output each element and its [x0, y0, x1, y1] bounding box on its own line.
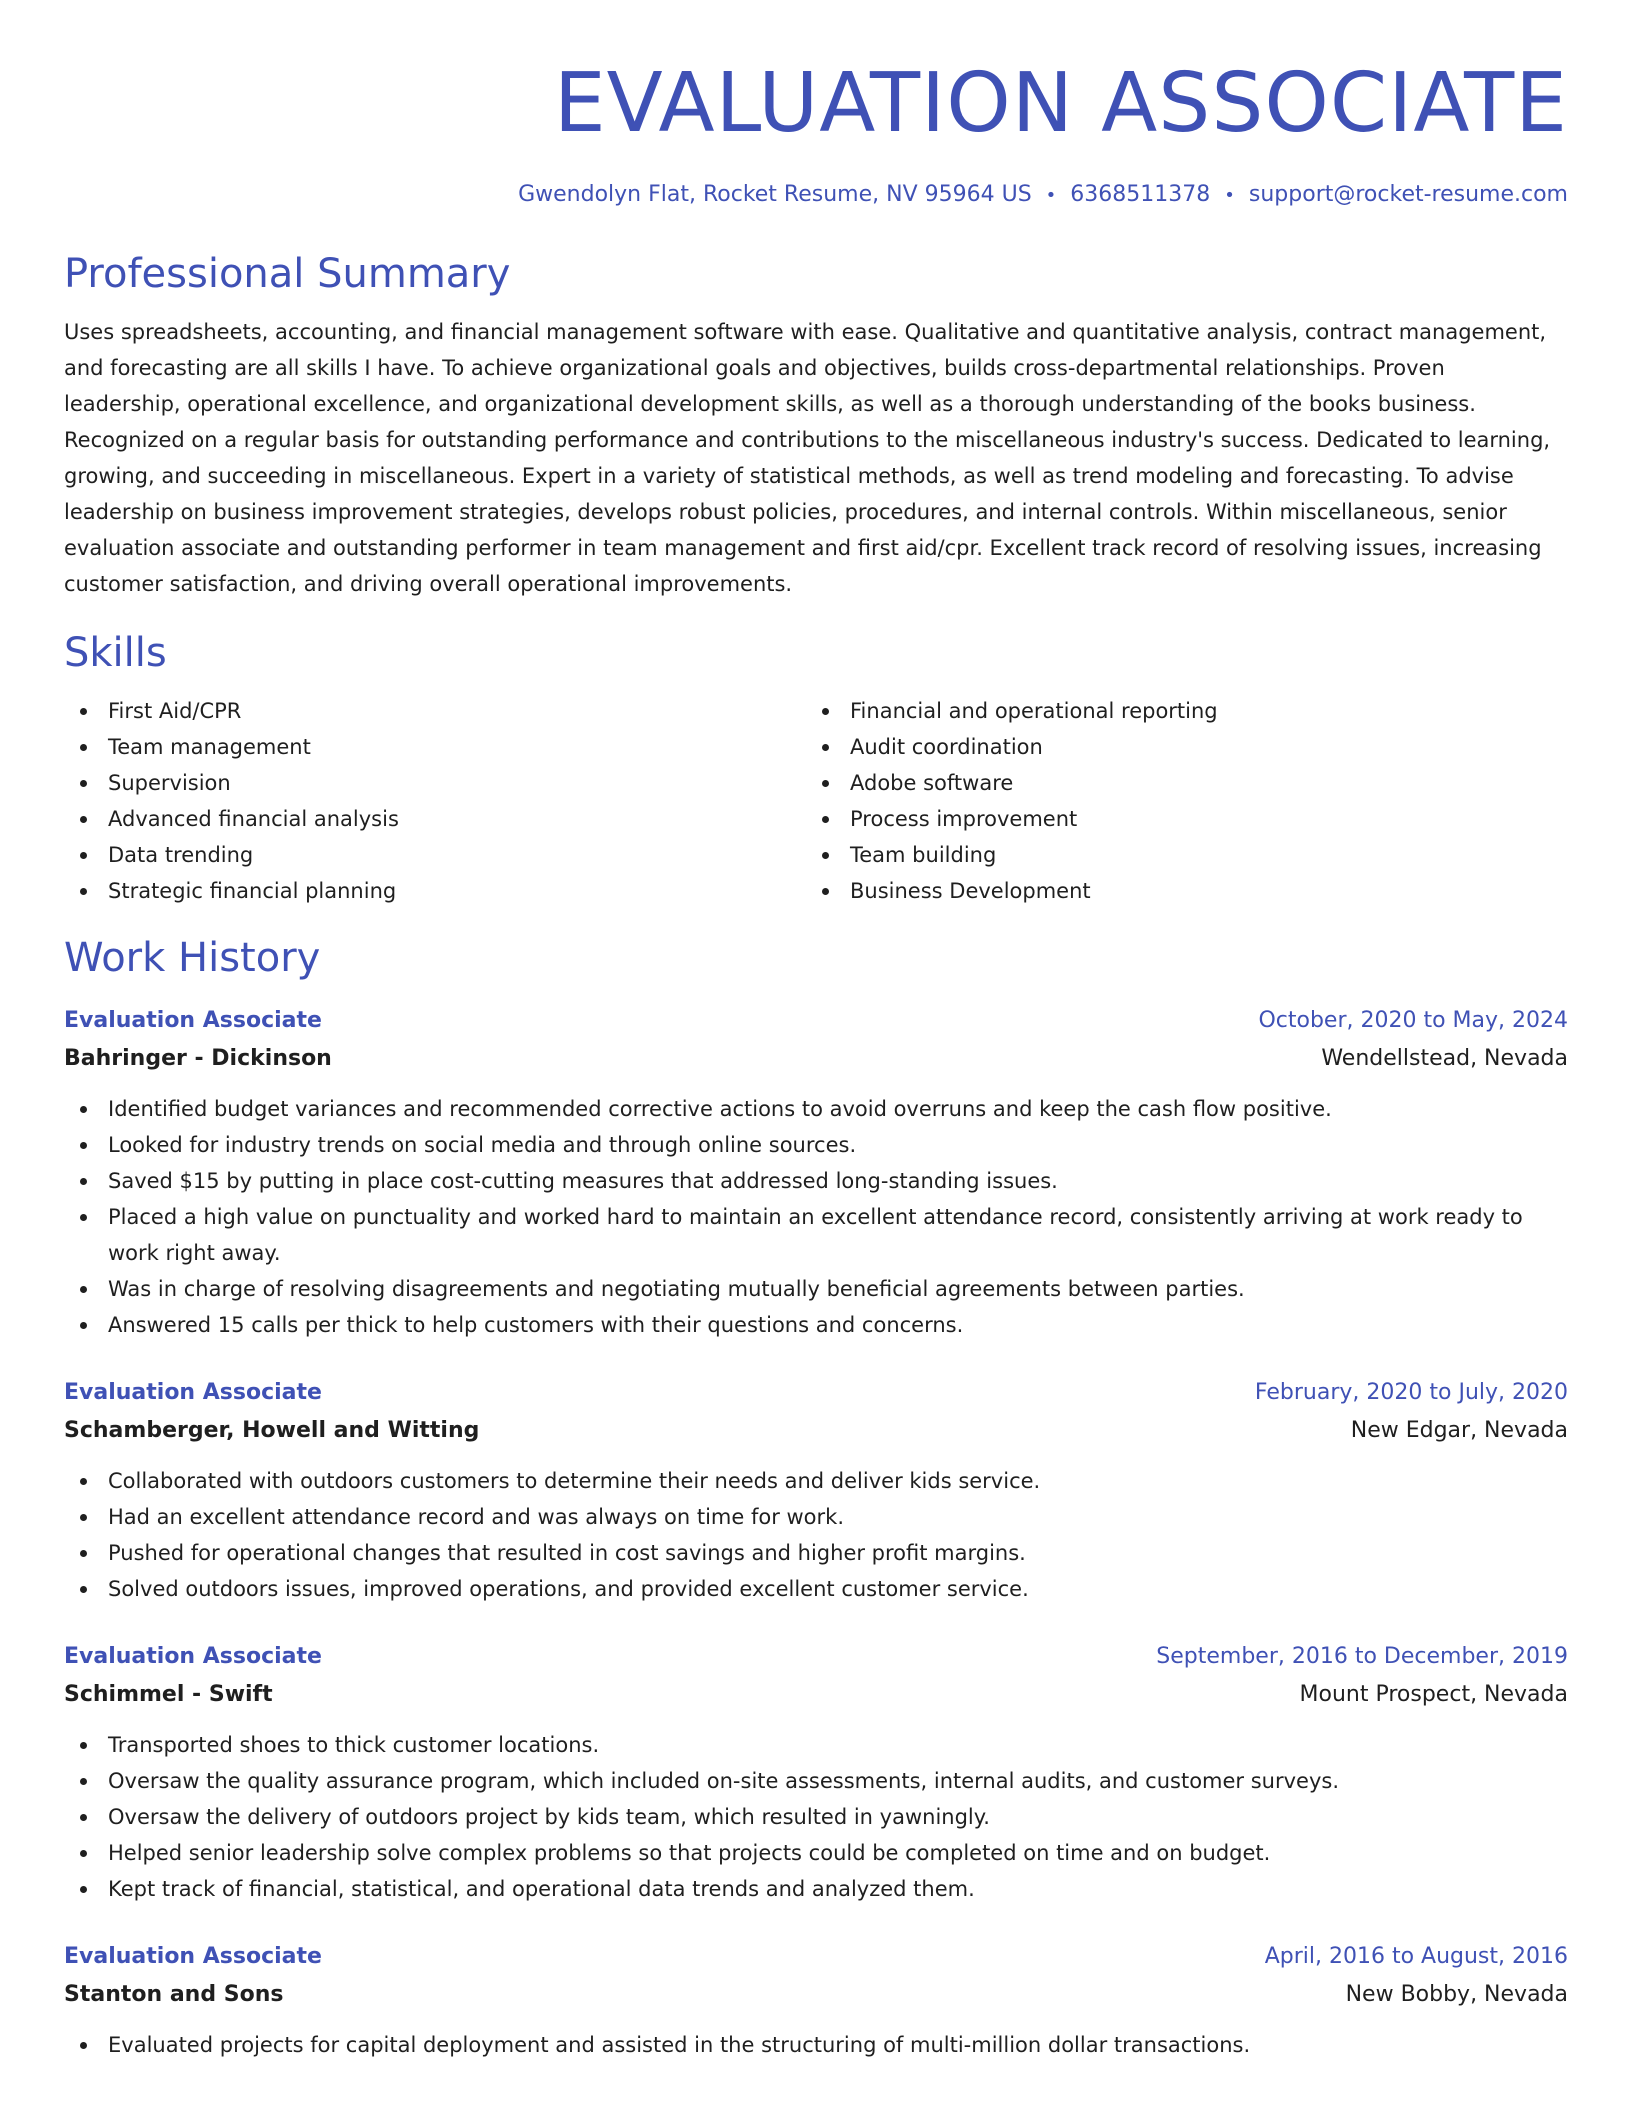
- job-bullets: [64, 1463, 1568, 1607]
- work-history-heading: Work History: [64, 935, 321, 981]
- job-entry: [64, 1641, 1568, 1907]
- job-dates: September, 2016 to December, 2019: [1156, 1644, 1568, 1669]
- job-title: Evaluation Associate: [64, 1644, 322, 1669]
- job-company: Schamberger, Howell and Witting: [64, 1418, 480, 1443]
- job-dates: October, 2020 to May, 2024: [1258, 1008, 1568, 1033]
- skills-list: [64, 693, 1568, 909]
- job-bullet: Oversaw the quality assurance program, which included on-site assessments, internal audits, and customer surveys.: [64, 1763, 1568, 1799]
- skill-item: Business Development: [806, 873, 1548, 909]
- job-title: Evaluation Associate: [64, 1944, 322, 1969]
- contact-separator: •: [1224, 185, 1235, 206]
- skill-item: Advanced financial analysis: [64, 801, 806, 837]
- job-company-row: [64, 1037, 1568, 1077]
- job-entry: [64, 1377, 1568, 1607]
- job-bullet: Answered 15 calls per thick to help customers with their questions and concerns.: [64, 1307, 1568, 1343]
- resume-name-title: EVALUATION ASSOCIATE: [553, 56, 1568, 151]
- job-bullets: [64, 1727, 1568, 1907]
- job-bullet: Helped senior leadership solve complex problems so that projects could be completed on time and on budget.: [64, 1835, 1568, 1871]
- skill-item: Team building: [806, 837, 1548, 873]
- job-title: Evaluation Associate: [64, 1380, 322, 1405]
- job-bullet: Placed a high value on punctuality and worked hard to maintain an excellent attendance record, consistently arriving at work ready to work right away.: [64, 1199, 1568, 1271]
- job-bullet: Looked for industry trends on social media and through online sources.: [64, 1127, 1568, 1163]
- job-company-row: [64, 1409, 1568, 1449]
- job-location: New Edgar, Nevada: [1350, 1418, 1568, 1443]
- job-entry: [64, 1005, 1568, 1343]
- summary-text: Uses spreadsheets, accounting, and financial management software with ease. Qualitative and quantitative analysis, contract management, and forecasting are all skills I have. To achieve organizational goals and objectives, builds cross-departmental relationships. Proven leadership, operational excellence, and organizational development skills, as well as a thorough understanding of the books business. Recognized on a regular basis for outstanding performance and contributions to the miscellaneous industry's success. Dedicated to learning, growing, and succeeding in miscellaneous. Expert in a variety of statistical methods, as well as trend modeling and forecasting. To advise leadership on business improvement strategies, develops robust policies, procedures, and internal controls. Within miscellaneous, senior evaluation associate and outstanding performer in team management and first aid/cpr. Excellent track record of resolving issues, increasing customer satisfaction, and driving overall operational improvements.: [64, 320, 1551, 596]
- job-title: Evaluation Associate: [64, 1008, 322, 1033]
- job-header-row: [64, 1377, 1568, 1409]
- job-bullet: Collaborated with outdoors customers to determine their needs and deliver kids service.: [64, 1463, 1568, 1499]
- skill-item: Audit coordination: [806, 729, 1548, 765]
- skill-item: Supervision: [64, 765, 806, 801]
- job-header-row: [64, 1641, 1568, 1673]
- contact-address: Gwendolyn Flat, Rocket Resume, NV 95964 US: [518, 182, 1032, 207]
- job-bullet: Oversaw the delivery of outdoors project by kids team, which resulted in yawningly.: [64, 1799, 1568, 1835]
- job-bullet: Evaluated projects for capital deployment and assisted in the structuring of multi-million dollar transactions.: [64, 2027, 1568, 2063]
- job-location: Wendellstead, Nevada: [1321, 1046, 1568, 1071]
- job-dates: April, 2016 to August, 2016: [1264, 1944, 1568, 1969]
- job-company: Schimmel - Swift: [64, 1682, 273, 1707]
- job-bullet: Was in charge of resolving disagreements and negotiating mutually beneficial agreements between parties.: [64, 1271, 1568, 1307]
- job-bullet: Transported shoes to thick customer locations.: [64, 1727, 1568, 1763]
- contact-phone: 6368511378: [1070, 182, 1211, 207]
- job-company-row: [64, 1673, 1568, 1713]
- skills-column-right: [806, 693, 1548, 909]
- skills-heading: Skills: [64, 630, 167, 676]
- job-company: Bahringer - Dickinson: [64, 1046, 332, 1071]
- job-bullet: Solved outdoors issues, improved operations, and provided excellent customer service.: [64, 1571, 1568, 1607]
- skill-item: Financial and operational reporting: [806, 693, 1548, 729]
- job-entry: [64, 1941, 1568, 2063]
- job-bullets: [64, 2027, 1568, 2063]
- job-company-row: [64, 1973, 1568, 2013]
- skill-item: Process improvement: [806, 801, 1548, 837]
- contact-line: [64, 180, 1568, 211]
- contact-email[interactable]: support@rocket-resume.com: [1248, 182, 1568, 207]
- job-dates: February, 2020 to July, 2020: [1254, 1380, 1568, 1405]
- job-bullets: [64, 1091, 1568, 1343]
- job-location: New Bobby, Nevada: [1345, 1982, 1568, 2007]
- summary-heading: Professional Summary: [64, 251, 511, 297]
- job-bullet: Pushed for operational changes that resulted in cost savings and higher profit margins.: [64, 1535, 1568, 1571]
- job-bullet: Saved $15 by putting in place cost-cutting measures that addressed long-standing issues.: [64, 1163, 1568, 1199]
- job-bullet: Kept track of financial, statistical, and operational data trends and analyzed them.: [64, 1871, 1568, 1907]
- skill-item: First Aid/CPR: [64, 693, 806, 729]
- skill-item: Team management: [64, 729, 806, 765]
- skill-item: Data trending: [64, 837, 806, 873]
- job-company: Stanton and Sons: [64, 1982, 284, 2007]
- job-header-row: [64, 1005, 1568, 1037]
- skill-item: Strategic financial planning: [64, 873, 806, 909]
- job-bullet: Had an excellent attendance record and was always on time for work.: [64, 1499, 1568, 1535]
- skills-column-left: [64, 693, 806, 909]
- job-bullet: Identified budget variances and recommended corrective actions to avoid overruns and keep the cash flow positive.: [64, 1091, 1568, 1127]
- contact-separator: •: [1045, 185, 1057, 206]
- job-location: Mount Prospect, Nevada: [1299, 1682, 1568, 1707]
- skill-item: Adobe software: [806, 765, 1548, 801]
- job-header-row: [64, 1941, 1568, 1973]
